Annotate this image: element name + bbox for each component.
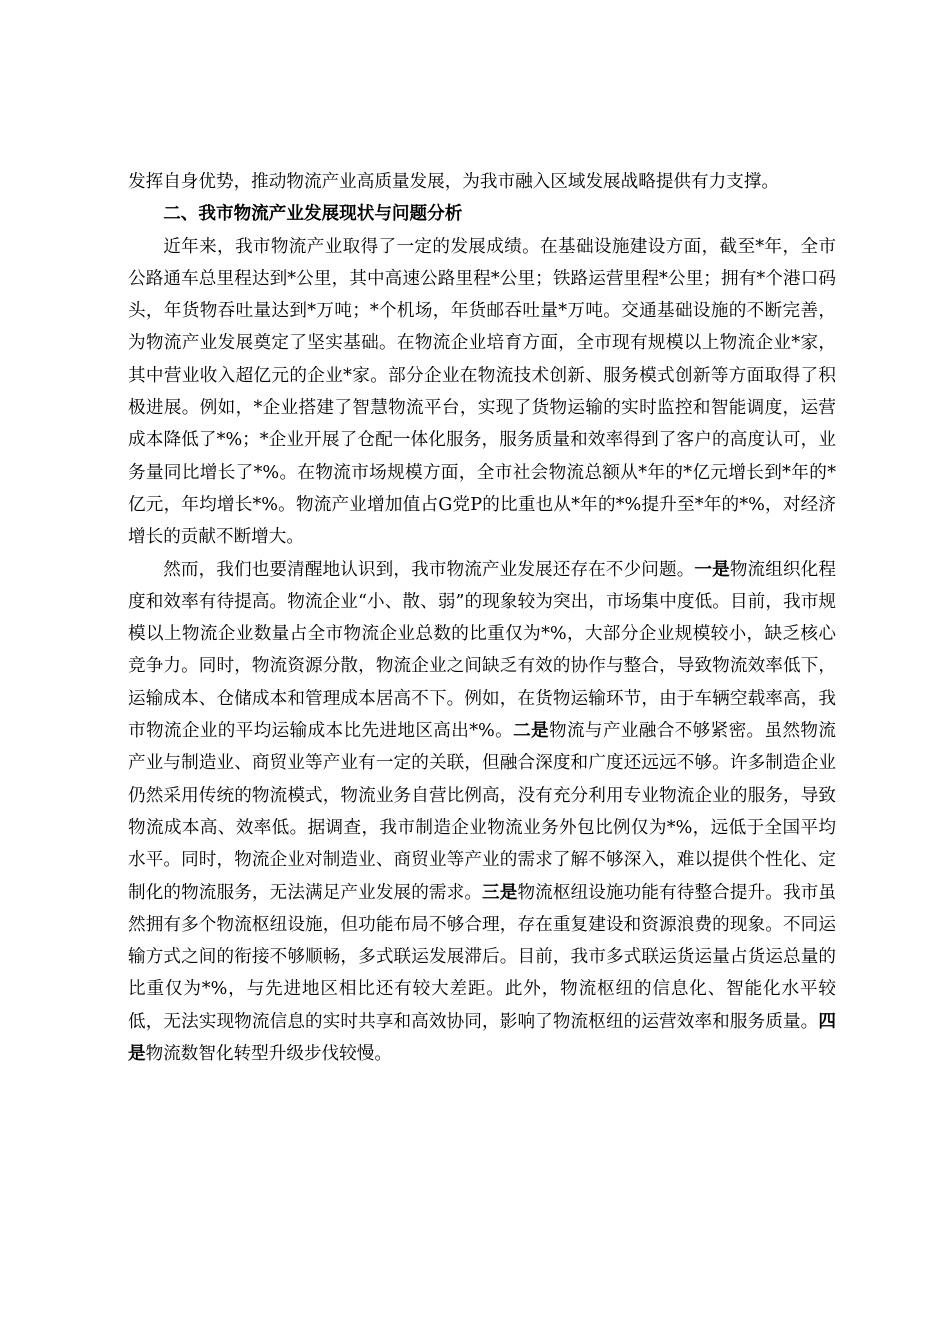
point-one-text: 物流组织化程度和效率有待提高。物流企业“小、散、弱”的现象较为突出，市场集中度低。目前，我市规模以上物流企业数量占全市物流企业总数的比重仅为*%，大部分企业规模较小，缺乏核心竞争力。同时，物流资源分散，物流企业之间缺乏有效的协作与整合，导致物流效率低下，运输成本、仓储成本和管理成本居高不下。例如，在货物运输环节，由于车辆空载率高，我市物流企业的平均运输成本比先进地区高出*%。 (128, 559, 836, 742)
point-two-label: 二是 (513, 720, 549, 742)
point-four-text: 物流数智化转型升级步伐较慢。 (145, 1044, 392, 1065)
point-four-label: 四是 (128, 1010, 836, 1065)
point-one-label: 一是 (694, 558, 730, 580)
paragraph-continuation: 发挥自身优势，推动物流产业高质量发展，为我市融入区域发展战略提供有力支撑。 (128, 172, 779, 192)
section-heading: 二、我市物流产业发展现状与问题分析 (163, 203, 463, 225)
point-three-text: 物流枢纽设施功能有待整合提升。我市虽然拥有多个物流枢纽设施，但功能布局不够合理，存在重复建设和资源浪费的现象。不同运输方式之间的衔接不够顺畅，多式联运发展滞后。目前，我市多式联运货运量占货运总量的比重仅为*%，与先进地区相比还有较大差距。此外，物流枢纽的信息化、智能化水平较低，无法实现物流信息的实时共享和高效协同，影响了物流枢纽的运营效率和服务质量。 (128, 882, 836, 1032)
point-two-text: 物流与产业融合不够紧密。虽然物流产业与制造业、商贸业等产业有一定的关联，但融合深度和广度还远远不够。许多制造企业仍然采用传统的物流模式，物流业务自营比例高，没有充分利用专业物流企业的服务，导致物流成本高、效率低。据调查，我市制造企业物流业务外包比例仅为*%，远低于全国平均水平。同时，物流企业对制造业、商贸业等产业的需求了解不够深入，难以提供个性化、定制化的物流服务，无法满足产业发展的需求。 (128, 721, 836, 903)
point-three-label: 三是 (482, 881, 518, 903)
paragraph-problems (128, 554, 836, 1071)
document-page (128, 166, 836, 1070)
paragraph-development-status: 近年来，我市物流产业取得了一定的发展成绩。在基础设施建设方面，截至*年，全市公路通车总里程达到*公里，其中高速公路里程*公里；铁路运营里程*公里；拥有*个港口码头，年货物吞吐量达到*万吨；*个机场，年货邮吞吐量*万吨。交通基础设施的不断完善，为物流产业发展奠定了坚实基础。在物流企业培育方面，全市现有规模以上物流企业*家，其中营业收入超亿元的企业*家。部分企业在物流技术创新、服务模式创新等方面取得了积极进展。例如，*企业搭建了智慧物流平台，实现了货物运输的实时监控和智能调度，运营成本降低了*%；*企业开展了仓配一体化服务，服务质量和效率得到了客户的高度认可，业务量同比增长了*%。在物流市场规模方面，全市社会物流总额从*年的*亿元增长到*年的*亿元，年均增长*%。物流产业增加值占G党P的比重也从*年的*%提升至*年的*%，对经济增长的贡献不断增大。 (128, 236, 836, 548)
problems-intro-text: 然而，我们也要清醒地认识到，我市物流产业发展还存在不少问题。 (163, 559, 695, 580)
